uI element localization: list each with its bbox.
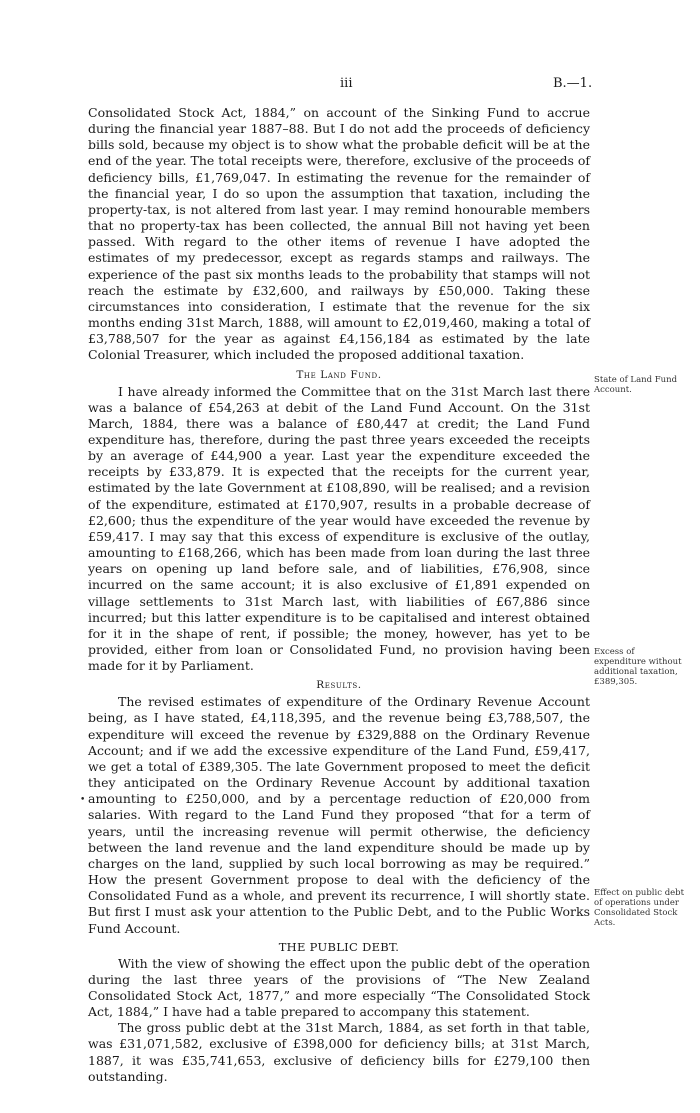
margin-note-public-debt: Effect on public debt of operations under Consolidated Stock Acts. bbox=[594, 888, 685, 928]
section-heading-public-debt: THE PUBLIC DEBT. bbox=[278, 939, 400, 954]
page-header bbox=[0, 76, 700, 96]
paragraph-results: The revised estimates of expenditure of the Ordinary Revenue Account being, as I have stated, £4,118,395, and the revenue being £3,788,507, the expenditure will exceed the revenue by £329,888 on the Ordinary Revenue Account; and if we add the excessive expenditure of the Land Fund, £59,417, we get a total of £389,305. The late Government proposed to meet the deficit they anticipated on the Ordinary Revenue Account by additional taxation amounting to £250,000, and by a percentage reduction of £20,000 from salaries. With regard to the Land Fund they proposed “that for a term of years, until the increasing revenue will permit otherwise, the deficiency between the land revenue and the land expenditure should be made up by charges on the land, supplied by such local borrowing as may be required.” How the present Government propose to deal with the deficiency of the Consolidated Fund as a whole, and prevent its recurrence, I will shortly state. But first I must ask your attention to the Public Debt, and to the Public Works Fund Account. bbox=[88, 694, 590, 936]
margin-note-land-fund: State of Land Fund Account. bbox=[594, 375, 678, 395]
document-body bbox=[88, 105, 590, 1085]
paragraph-land-fund: I have already informed the Committee that on the 31st March last there was a balance of £54,263 at debit of the Land Fund Account. On the 31st March, 1884, there was a balance of £80,447 at credit; the Land Fund expenditure has, therefore, during the past three years exceeded the receipts by an average of £44,900 a year. Last year the expenditure exceeded the receipts by £33,879. It is expected that the receipts for the current year, estimated by the late Government at £108,890, will be realised; and a revision of the expenditure, estimated at £170,907, results in a probable decrease of £2,600; thus the expenditure of the year would have exceeded the revenue by £59,417. I may say that this excess of expenditure is exclusive of the outlay, amounting to £168,266, which has been made from loan during the last three years on opening up land before sale, and of liabilities, £76,908, since incurred on the same account; it is also exclusive of £1,891 expended on village settlements to 31st March last, with liabilities of £67,886 since incurred; but this latter expenditure is to be capitalised and interest obtained for it in the shape of rent, if possible; the money, however, has yet to be provided, either from loan or Consolidated Fund, no provision having been made for it by Parliament. bbox=[88, 383, 590, 674]
section-heading-land-fund: The Land Fund. bbox=[296, 368, 382, 381]
margin-bullet-mark: • bbox=[80, 795, 86, 805]
section-heading-results: Results. bbox=[316, 679, 362, 692]
paragraph-revenue: Consolidated Stock Act, 1884,” on account of the Sinking Fund to accrue during the financial year 1887–88. But I do not add the proceeds of deficiency bills sold, because my object is to show what the probable deficit will be at the end of the year. The total receipts were, therefore, exclusive of the proceeds of deficiency bills, £1,769,047. In estimating the revenue for the remainder of the financial year, I do so upon the assumption that taxation, including the property-tax, is not altered from last year. I may remind honourable members that no property-tax has been collected, the annual Bill not having yet been passed. With regard to the other items of revenue I have adopted the estimates of my predecessor, except as regards stamps and railways. The experience of the past six months leads to the probability that stamps will not reach the estimate by £32,600, and railways by £50,000. Taking these circumstances into consideration, I estimate that the revenue for the six months ending 31st March, 1888, will amount to £2,019,460, making a total of £3,788,507 for the year as against £4,156,184 as estimated by the late Colonial Treasurer, which included the proposed additional taxation. bbox=[88, 105, 590, 363]
document-reference: B.—1. bbox=[553, 76, 593, 91]
paragraph-public-debt-intro: With the view of showing the effect upon the public debt of the operation during the last three years of the provisions of “The New Zealand Consolidated Stock Act, 1877,” and more especially “The Consolidated Stock Act, 1884,” I have had a table prepared to accompany this statement. bbox=[88, 955, 590, 1020]
margin-note-excess-expenditure: Excess of expenditure without additional taxation, £389,305. bbox=[594, 647, 682, 687]
page-number: iii bbox=[340, 76, 353, 91]
paragraph-gross-debt: The gross public debt at the 31st March, 1884, as set forth in that table, was £31,071,582, exclusive of £398,000 for deficiency bills; at 31st March, 1887, it was £35,741,653, exclusive of deficiency bills for £279,100 then outstanding. bbox=[88, 1020, 590, 1084]
